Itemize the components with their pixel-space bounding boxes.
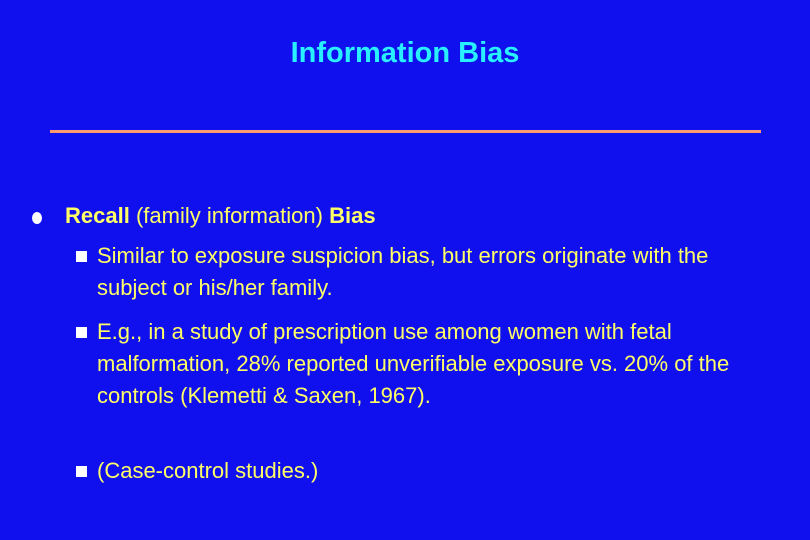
square-bullet-icon (76, 251, 87, 262)
slide-title: Information Bias (290, 37, 520, 69)
sub-bullet-text: Similar to exposure suspicion bias, but errors originate with the subject or his/her family. (97, 243, 709, 300)
sub-bullet-text: E.g., in a study of prescription use among women with fetal malformation, 28% reported unverifiable exposure vs. 20% of the controls (Klemetti & Saxen, 1967). (97, 319, 730, 408)
round-bullet-icon (32, 212, 42, 224)
square-bullet-icon (76, 466, 87, 477)
main-bullet-term: Recall (65, 203, 130, 228)
sub-bullet-item (97, 455, 757, 487)
main-bullet-text (65, 200, 376, 232)
main-bullet-suffix: Bias (329, 203, 376, 228)
main-bullet-middle: (family information) (129, 203, 330, 228)
sub-bullet-item (97, 316, 757, 412)
sub-bullet-item (97, 240, 757, 304)
square-bullet-icon (76, 327, 87, 338)
title-divider (50, 130, 761, 133)
sub-bullet-text: (Case-control studies.) (97, 458, 319, 483)
